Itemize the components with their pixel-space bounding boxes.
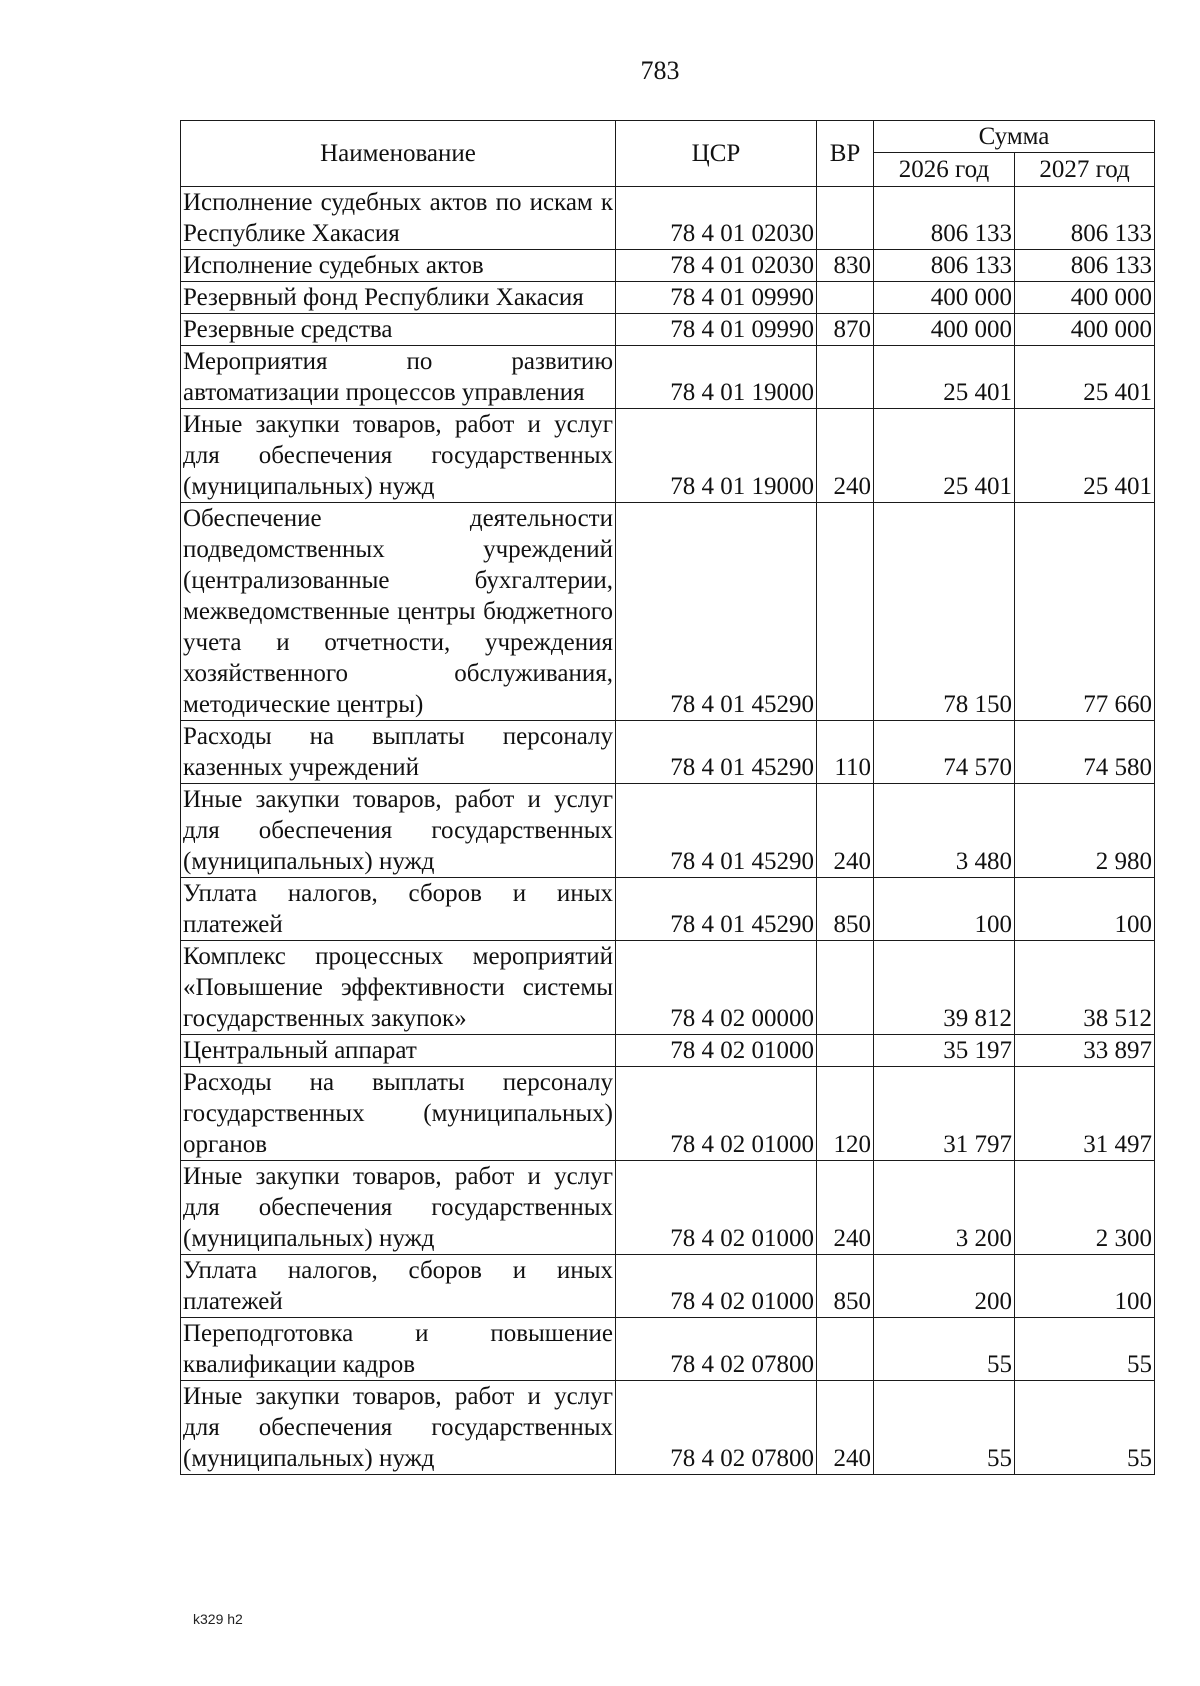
table-row xyxy=(181,1161,1155,1255)
table-header xyxy=(181,121,1155,187)
row-csr: 78 4 01 09990 xyxy=(616,314,817,346)
row-vr xyxy=(817,1318,874,1381)
row-name: Центральный аппарат xyxy=(181,1035,616,1067)
row-vr: 850 xyxy=(817,878,874,941)
row-csr: 78 4 02 07800 xyxy=(616,1381,817,1475)
row-vr: 240 xyxy=(817,784,874,878)
row-amount-2026: 200 xyxy=(874,1255,1015,1318)
row-csr: 78 4 01 45290 xyxy=(616,784,817,878)
row-vr: 850 xyxy=(817,1255,874,1318)
row-amount-2027: 806 133 xyxy=(1015,187,1155,250)
row-amount-2027: 55 xyxy=(1015,1318,1155,1381)
table-row xyxy=(181,282,1155,314)
row-amount-2026: 400 000 xyxy=(874,314,1015,346)
row-vr xyxy=(817,941,874,1035)
row-amount-2026: 55 xyxy=(874,1318,1015,1381)
header-sum: Сумма xyxy=(874,121,1155,153)
row-name: Мероприятия по развитию автоматизации процессов управления xyxy=(181,346,616,409)
table-row xyxy=(181,1035,1155,1067)
footer-document-code: k329 h2 xyxy=(193,1611,243,1627)
row-csr: 78 4 01 45290 xyxy=(616,503,817,721)
row-csr: 78 4 01 45290 xyxy=(616,721,817,784)
row-name: Исполнение судебных актов xyxy=(181,250,616,282)
row-name: Иные закупки товаров, работ и услуг для обеспечения государственных (муниципальных) нужд xyxy=(181,784,616,878)
row-amount-2027: 77 660 xyxy=(1015,503,1155,721)
row-amount-2027: 2 300 xyxy=(1015,1161,1155,1255)
row-csr: 78 4 01 45290 xyxy=(616,878,817,941)
row-name: Исполнение судебных актов по искам к Республике Хакасия xyxy=(181,187,616,250)
row-vr xyxy=(817,282,874,314)
row-amount-2027: 806 133 xyxy=(1015,250,1155,282)
row-csr: 78 4 02 01000 xyxy=(616,1255,817,1318)
row-vr: 240 xyxy=(817,1381,874,1475)
row-name: Комплекс процессных мероприятий «Повышение эффективности системы государственных закупок» xyxy=(181,941,616,1035)
table-row xyxy=(181,941,1155,1035)
row-amount-2027: 55 xyxy=(1015,1381,1155,1475)
header-name: Наименование xyxy=(181,121,616,187)
table-row xyxy=(181,250,1155,282)
row-amount-2026: 35 197 xyxy=(874,1035,1015,1067)
row-amount-2026: 100 xyxy=(874,878,1015,941)
row-vr: 120 xyxy=(817,1067,874,1161)
table-row xyxy=(181,346,1155,409)
row-name: Иные закупки товаров, работ и услуг для обеспечения государственных (муниципальных) нужд xyxy=(181,409,616,503)
row-csr: 78 4 01 09990 xyxy=(616,282,817,314)
table-row xyxy=(181,314,1155,346)
row-name: Иные закупки товаров, работ и услуг для обеспечения государственных (муниципальных) нужд xyxy=(181,1381,616,1475)
row-amount-2026: 25 401 xyxy=(874,409,1015,503)
row-name: Обеспечение деятельности подведомственных учреждений (централизованные бухгалтерии, межведомственные центры бюджетного учета и отчетности, учреждения хозяйственного обслуживания, методические центры) xyxy=(181,503,616,721)
row-name: Переподготовка и повышение квалификации кадров xyxy=(181,1318,616,1381)
table-row xyxy=(181,187,1155,250)
row-amount-2026: 74 570 xyxy=(874,721,1015,784)
row-csr: 78 4 01 19000 xyxy=(616,346,817,409)
row-csr: 78 4 02 01000 xyxy=(616,1035,817,1067)
budget-table xyxy=(180,120,1155,1475)
table-row xyxy=(181,1255,1155,1318)
row-amount-2026: 78 150 xyxy=(874,503,1015,721)
row-csr: 78 4 02 00000 xyxy=(616,941,817,1035)
table-row xyxy=(181,503,1155,721)
row-csr: 78 4 01 19000 xyxy=(616,409,817,503)
row-vr: 240 xyxy=(817,1161,874,1255)
row-amount-2027: 100 xyxy=(1015,878,1155,941)
row-name: Уплата налогов, сборов и иных платежей xyxy=(181,1255,616,1318)
row-amount-2027: 25 401 xyxy=(1015,409,1155,503)
row-amount-2027: 31 497 xyxy=(1015,1067,1155,1161)
row-vr xyxy=(817,346,874,409)
row-amount-2027: 400 000 xyxy=(1015,282,1155,314)
row-amount-2027: 38 512 xyxy=(1015,941,1155,1035)
row-csr: 78 4 02 01000 xyxy=(616,1067,817,1161)
row-amount-2027: 25 401 xyxy=(1015,346,1155,409)
row-name: Резервный фонд Республики Хакасия xyxy=(181,282,616,314)
table-row xyxy=(181,409,1155,503)
header-year-2026: 2026 год xyxy=(874,153,1015,187)
row-amount-2026: 31 797 xyxy=(874,1067,1015,1161)
row-vr: 110 xyxy=(817,721,874,784)
row-name: Иные закупки товаров, работ и услуг для обеспечения государственных (муниципальных) нужд xyxy=(181,1161,616,1255)
row-amount-2026: 39 812 xyxy=(874,941,1015,1035)
row-amount-2026: 55 xyxy=(874,1381,1015,1475)
table-row xyxy=(181,878,1155,941)
header-year-2027: 2027 год xyxy=(1015,153,1155,187)
row-amount-2026: 3 480 xyxy=(874,784,1015,878)
row-csr: 78 4 01 02030 xyxy=(616,187,817,250)
row-amount-2027: 2 980 xyxy=(1015,784,1155,878)
row-amount-2027: 33 897 xyxy=(1015,1035,1155,1067)
header-vr: ВР xyxy=(817,121,874,187)
row-vr: 240 xyxy=(817,409,874,503)
row-name: Расходы на выплаты персоналу казенных учреждений xyxy=(181,721,616,784)
table-row xyxy=(181,721,1155,784)
row-name: Резервные средства xyxy=(181,314,616,346)
row-vr: 830 xyxy=(817,250,874,282)
row-amount-2026: 3 200 xyxy=(874,1161,1015,1255)
row-csr: 78 4 02 07800 xyxy=(616,1318,817,1381)
row-amount-2027: 100 xyxy=(1015,1255,1155,1318)
table-body xyxy=(181,187,1155,1475)
row-csr: 78 4 01 02030 xyxy=(616,250,817,282)
row-csr: 78 4 02 01000 xyxy=(616,1161,817,1255)
row-name: Уплата налогов, сборов и иных платежей xyxy=(181,878,616,941)
row-amount-2027: 74 580 xyxy=(1015,721,1155,784)
row-name: Расходы на выплаты персоналу государственных (муниципальных) органов xyxy=(181,1067,616,1161)
row-vr: 870 xyxy=(817,314,874,346)
table-row xyxy=(181,1381,1155,1475)
table-row xyxy=(181,1067,1155,1161)
row-amount-2026: 400 000 xyxy=(874,282,1015,314)
row-vr xyxy=(817,187,874,250)
row-vr xyxy=(817,1035,874,1067)
page-number: 783 xyxy=(640,56,680,85)
row-amount-2026: 806 133 xyxy=(874,187,1015,250)
row-amount-2026: 25 401 xyxy=(874,346,1015,409)
table-row xyxy=(181,1318,1155,1381)
row-amount-2026: 806 133 xyxy=(874,250,1015,282)
table-row xyxy=(181,784,1155,878)
row-amount-2027: 400 000 xyxy=(1015,314,1155,346)
header-csr: ЦСР xyxy=(616,121,817,187)
row-vr xyxy=(817,503,874,721)
